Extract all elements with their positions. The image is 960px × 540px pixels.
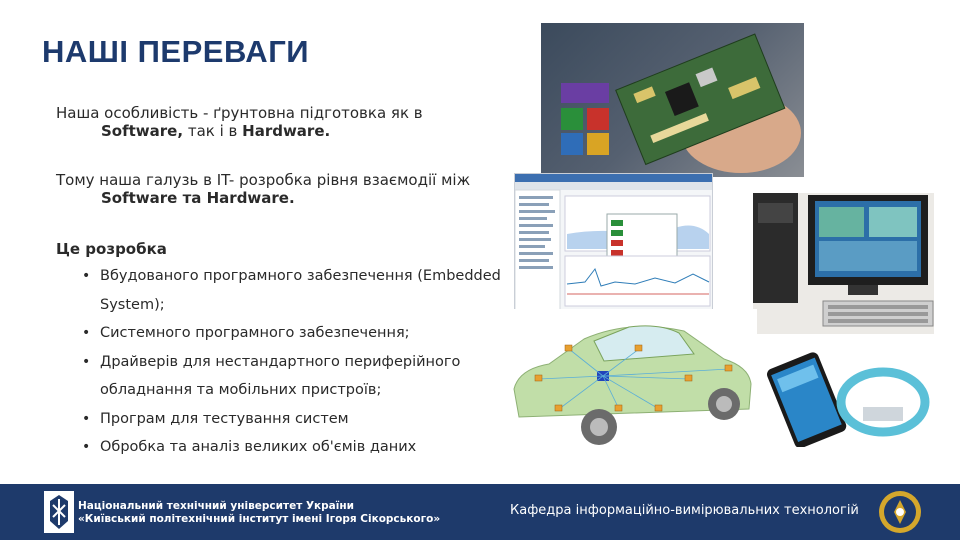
paragraph-field — [56, 171, 470, 207]
bullet-icon: • — [82, 268, 91, 284]
slide-title: НАШІ ПЕРЕВАГИ — [42, 34, 310, 69]
list-item: • Обробка та аналіз великих об'ємів даних — [80, 433, 520, 462]
paragraph-features-line2 — [56, 122, 423, 140]
department-emblem-icon — [878, 490, 922, 534]
circuit-board-photo — [541, 23, 804, 177]
car-sensors-image — [509, 309, 757, 451]
smartphone-band-photo — [763, 347, 930, 447]
software-word: Software, — [101, 122, 184, 140]
university-name-line1: Національний технічний університет України — [78, 500, 354, 512]
bullet-icon: • — [82, 410, 91, 427]
paragraph-features-line1: Наша особливість - ґрунтовна підготовка як в — [56, 104, 423, 122]
bullet-icon: • — [82, 353, 91, 370]
smartphone-band-image — [763, 347, 930, 447]
department-name: Кафедра інформаційно-вимірювальних технологій — [510, 503, 859, 518]
university-name-line2: «Київський політехнічний інститут імені Ігоря Сікорського» — [78, 513, 441, 525]
connector-text: так і в — [183, 122, 243, 140]
circuit-board-image — [541, 23, 804, 177]
hardware-word: Hardware. — [242, 122, 331, 140]
list-item: • Драйверів для нестандартного периферійного обладнання та мобільних пристроїв; — [80, 348, 520, 405]
development-heading: Це розробка — [56, 240, 167, 258]
workstation-image — [753, 193, 934, 334]
list-item: • Вбудованого програмного забезпечення (Embedded System); — [80, 262, 520, 319]
car-image — [509, 309, 757, 451]
list-item: • Програм для тестування систем — [80, 405, 520, 434]
workstation-photo — [753, 193, 934, 334]
university-name — [78, 500, 440, 526]
development-list — [80, 262, 520, 462]
paragraph-features — [56, 104, 423, 140]
software-screenshot-image — [515, 174, 713, 310]
kpi-logo-icon — [44, 491, 74, 533]
bullet-icon: • — [82, 439, 91, 455]
list-item: • Системного програмного забезпечення; — [80, 319, 520, 348]
software-screenshot — [514, 173, 713, 310]
paragraph-field-line1: Тому наша галузь в IT- розробка рівня взаємодії між — [56, 171, 471, 189]
paragraph-field-line2: Software та Hardware. — [101, 189, 295, 207]
bullet-icon: • — [82, 325, 91, 341]
